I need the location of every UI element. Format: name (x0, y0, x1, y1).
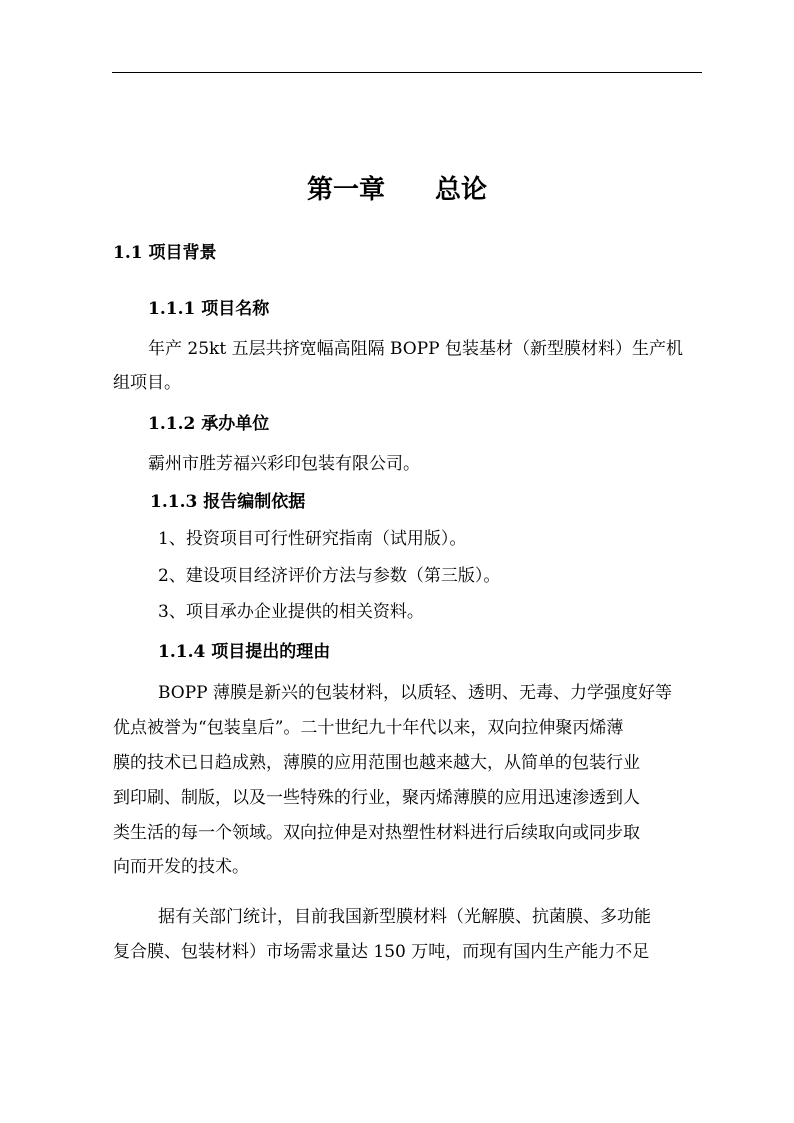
chapter-title (0, 170, 794, 210)
section-heading-1-1-3: 1.1.3 报告编制依据 (150, 492, 306, 512)
list-item: 1、投资项目可行性研究指南（试用版）。 (158, 529, 467, 549)
paragraph-line: 霸州市胜芳福兴彩印包装有限公司。 (148, 454, 420, 474)
paragraph-line: 到印刷、制版，以及一些特殊的行业，聚丙烯薄膜的应用迅速渗透到人 (113, 788, 640, 808)
section-heading-1-1: 1.1 项目背景 (113, 243, 217, 263)
list-item: 3、项目承办企业提供的相关资料。 (158, 602, 424, 622)
section-heading-1-1-2: 1.1.2 承办单位 (148, 414, 270, 434)
section-heading-1-1-4: 1.1.4 项目提出的理由 (158, 642, 331, 662)
paragraph-line: 年产 25kt 五层共挤宽幅高阻隔 BOPP 包装基材（新型膜材料）生产机 (148, 339, 684, 359)
paragraph-line: BOPP 薄膜是新兴的包装材料，以质轻、透明、无毒、力学强度好等 (158, 683, 673, 703)
list-item: 2、建设项目经济评价方法与参数（第三版）。 (158, 566, 501, 586)
section-heading-1-1-1: 1.1.1 项目名称 (148, 299, 270, 319)
paragraph-line: 组项目。 (113, 373, 181, 393)
paragraph-line: 据有关部门统计，目前我国新型膜材料（光解膜、抗菌膜、多功能 (158, 907, 651, 927)
paragraph-line: 优点被誉为“包装皇后”。二十世纪九十年代以来，双向拉伸聚丙烯薄 (113, 718, 624, 738)
chapter-name: 总论 (435, 175, 488, 205)
paragraph-line: 膜的技术已日趋成熟，薄膜的应用范围也越来越大，从简单的包装行业 (113, 753, 640, 773)
header-rule (112, 72, 702, 73)
paragraph-line: 复合膜、包装材料）市场需求量达 150 万吨，而现有国内生产能力不足 (113, 942, 650, 962)
paragraph-line: 类生活的每一个领域。双向拉伸是对热塑性材料进行后续取向或同步取 (113, 823, 640, 843)
chapter-number: 第一章 (306, 175, 385, 205)
paragraph-line: 向而开发的技术。 (113, 857, 249, 877)
